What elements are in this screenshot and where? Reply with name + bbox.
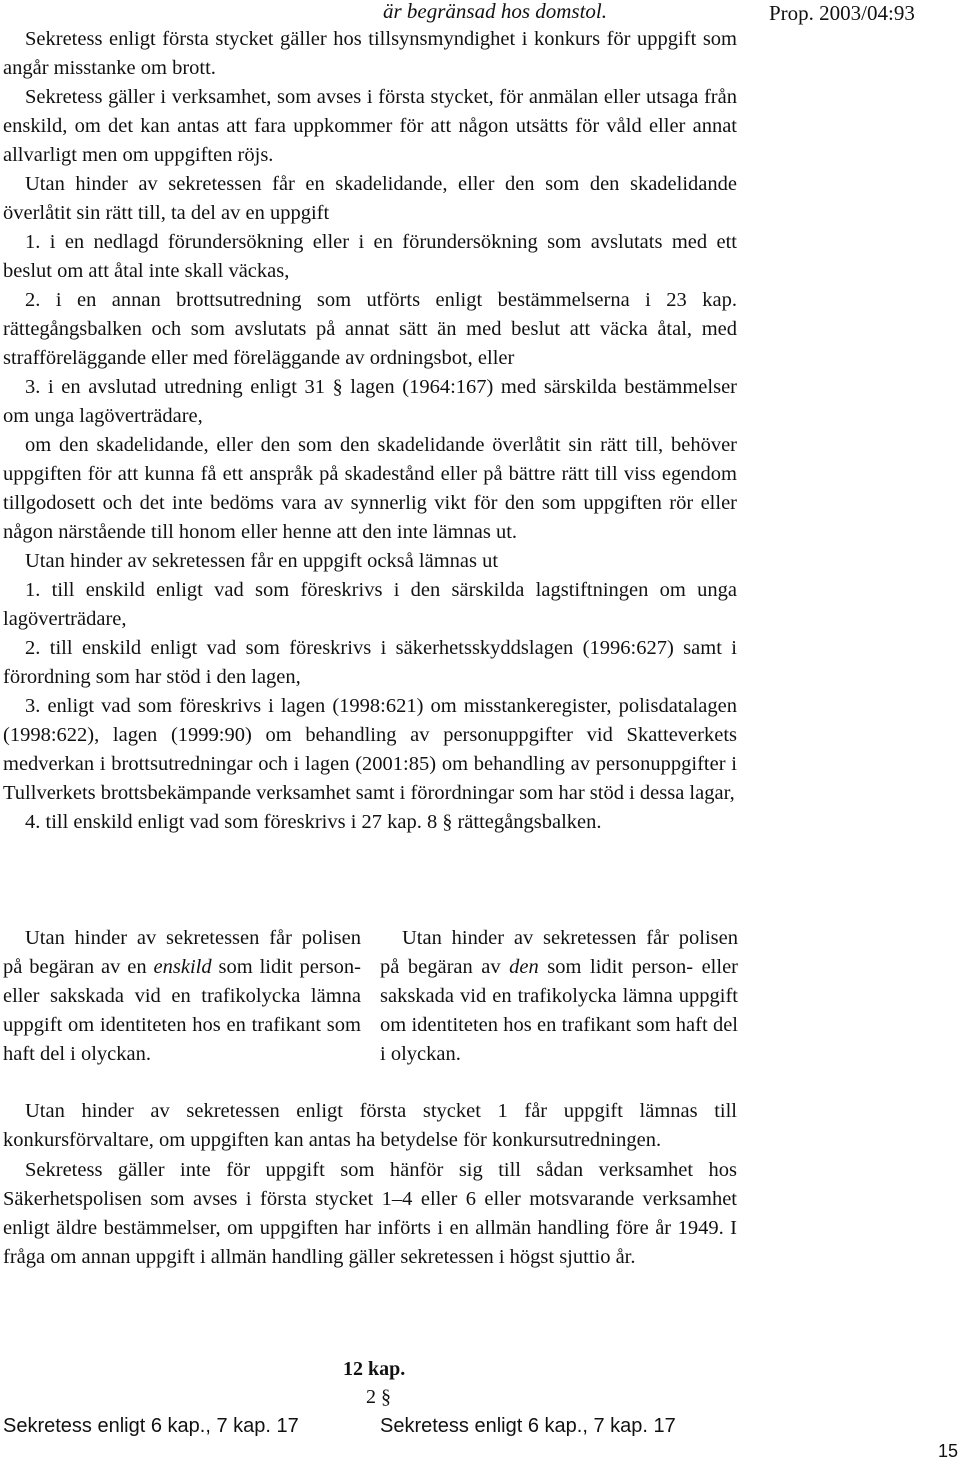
paragraph-ref (366, 1386, 391, 1409)
list-item: 2. till enskild enligt vad som föreskrivs i säkerhetsskyddslagen (1996:627) samt i förordning som har stöd i den lagen, (3, 637, 737, 688)
paragraph: Utan hinder av sekretessen enligt första stycket 1 får uppgift lämnas till konkursförvaltare, om uppgiften kan antas ha betydelse för konkursutredningen. (3, 1100, 737, 1151)
list-item: 1. till enskild enligt vad som föreskrivs i den särskilda lagstiftningen om unga lagöverträdare, (3, 579, 737, 630)
list-item-text: 3. i en avslutad utredning enligt 31 (25, 376, 326, 398)
comparison-left-column (3, 924, 361, 1069)
section-sign-icon: § (442, 811, 453, 833)
emphasis: den (509, 956, 539, 978)
comparison-left-text (3, 924, 361, 1069)
closing-text (3, 1097, 737, 1272)
list-item: 3. enligt vad som föreskrivs i lagen (1998:621) om misstankeregister, polisdatalagen (1998:622), lagen (1999:90) om behandling av personuppgifter vid Skatteverkets medverkan i brottsutredningar och i lagen (2001:85) om behandling av personuppgifter i Tullverkets brottsbekämpande verksamhet samt i förordningar som har stöd i dessa lagar, (3, 695, 737, 804)
paragraph: Utan hinder av sekretessen får en uppgift också lämnas ut (25, 550, 499, 572)
page-number: 15 (938, 1441, 959, 1461)
list-item (3, 373, 737, 431)
text-span: Utan hinder av sekretessen får polisen på begäran av (380, 927, 738, 978)
list-item-text: 4. till enskild enligt vad som föreskrivs i 27 kap. 8 (25, 811, 438, 833)
paragraph-number: 2 (366, 1386, 376, 1408)
main-text (3, 25, 737, 837)
list-item-text: rättegångsbalken. (457, 811, 602, 833)
paragraph: Sekretess enligt första stycket gäller hos tillsynsmyndighet i konkurs för uppgift som angår misstanke om brott. (3, 28, 737, 79)
text-span: som lidit person- eller sakskada vid en trafikolycka lämna uppgift om identiteten hos en trafikant som haft del i olyckan. (3, 956, 362, 1065)
paragraph: om den skadelidande, eller den som den skadelidande överlåtit sin rätt till, behöver uppgiften för att kunna få ett anspråk på skadestånd eller på bättre rätt till viss egendom tillgodosett och det inte bedöms vara av synnerlig vikt för den som uppgiften rör eller någon närstående till honom eller henne att den inte lämnas ut. (3, 434, 737, 543)
emphasis: enskild (153, 956, 212, 978)
running-header: är begränsad hos domstol. (383, 0, 608, 23)
section-sign-icon: § (381, 1386, 391, 1408)
list-item: 1. i en nedlagd förundersökning eller i en förundersökning som avslutats med ett beslut om att åtal inte skall väckas, (3, 231, 737, 282)
text-span: som lidit person- eller sakskada vid en trafikolycka lämna uppgift om identiteten hos en trafikant som haft del i olyckan. (380, 956, 738, 1065)
publication-id: Prop. 2003/04:93 (769, 1, 915, 25)
footer-left-reference: Sekretess enligt 6 kap., 7 kap. 17 (3, 1415, 299, 1437)
list-item: 2. i en annan brottsutredning som utförts enligt bestämmelserna i 23 kap. rättegångsbalken och som avslutats på annat sätt än med beslut att väcka åtal, med strafföreläggande eller med föreläggande av ordningsbot, eller (3, 289, 737, 369)
list-item-text: lagen (1964:167) med särskilda bestämmelser om unga lagöverträdare, (3, 376, 737, 427)
list-item (3, 808, 737, 837)
text-span: Utan hinder av sekretessen får polisen på begäran av en (3, 927, 361, 978)
chapter-heading: 12 kap. (343, 1358, 406, 1380)
comparison-right-column (380, 924, 738, 1069)
footer-right-reference: Sekretess enligt 6 kap., 7 kap. 17 (380, 1415, 676, 1437)
comparison-right-text (380, 924, 738, 1069)
paragraph: Sekretess gäller inte för uppgift som hänför sig till sådan verksamhet hos Säkerhetspolisen som avses i första stycket 1–4 eller 6 eller motsvarande verksamhet enligt äldre bestämmelser, om uppgiften har införts i en allmän handling före år 1949. I fråga om annan uppgift i allmän handling gäller sekretessen i högst sjuttio år. (3, 1159, 737, 1268)
section-sign-icon: § (332, 376, 343, 398)
paragraph: Sekretess gäller i verksamhet, som avses i första stycket, för anmälan eller utsaga från enskild, om det kan antas att fara uppkommer för att någon utsätts för våld eller annat allvarligt men om uppgiften röjs. (3, 86, 737, 166)
paragraph: Utan hinder av sekretessen får en skadelidande, eller den som den skadelidande överlåtit sin rätt till, ta del av en uppgift (3, 173, 737, 224)
